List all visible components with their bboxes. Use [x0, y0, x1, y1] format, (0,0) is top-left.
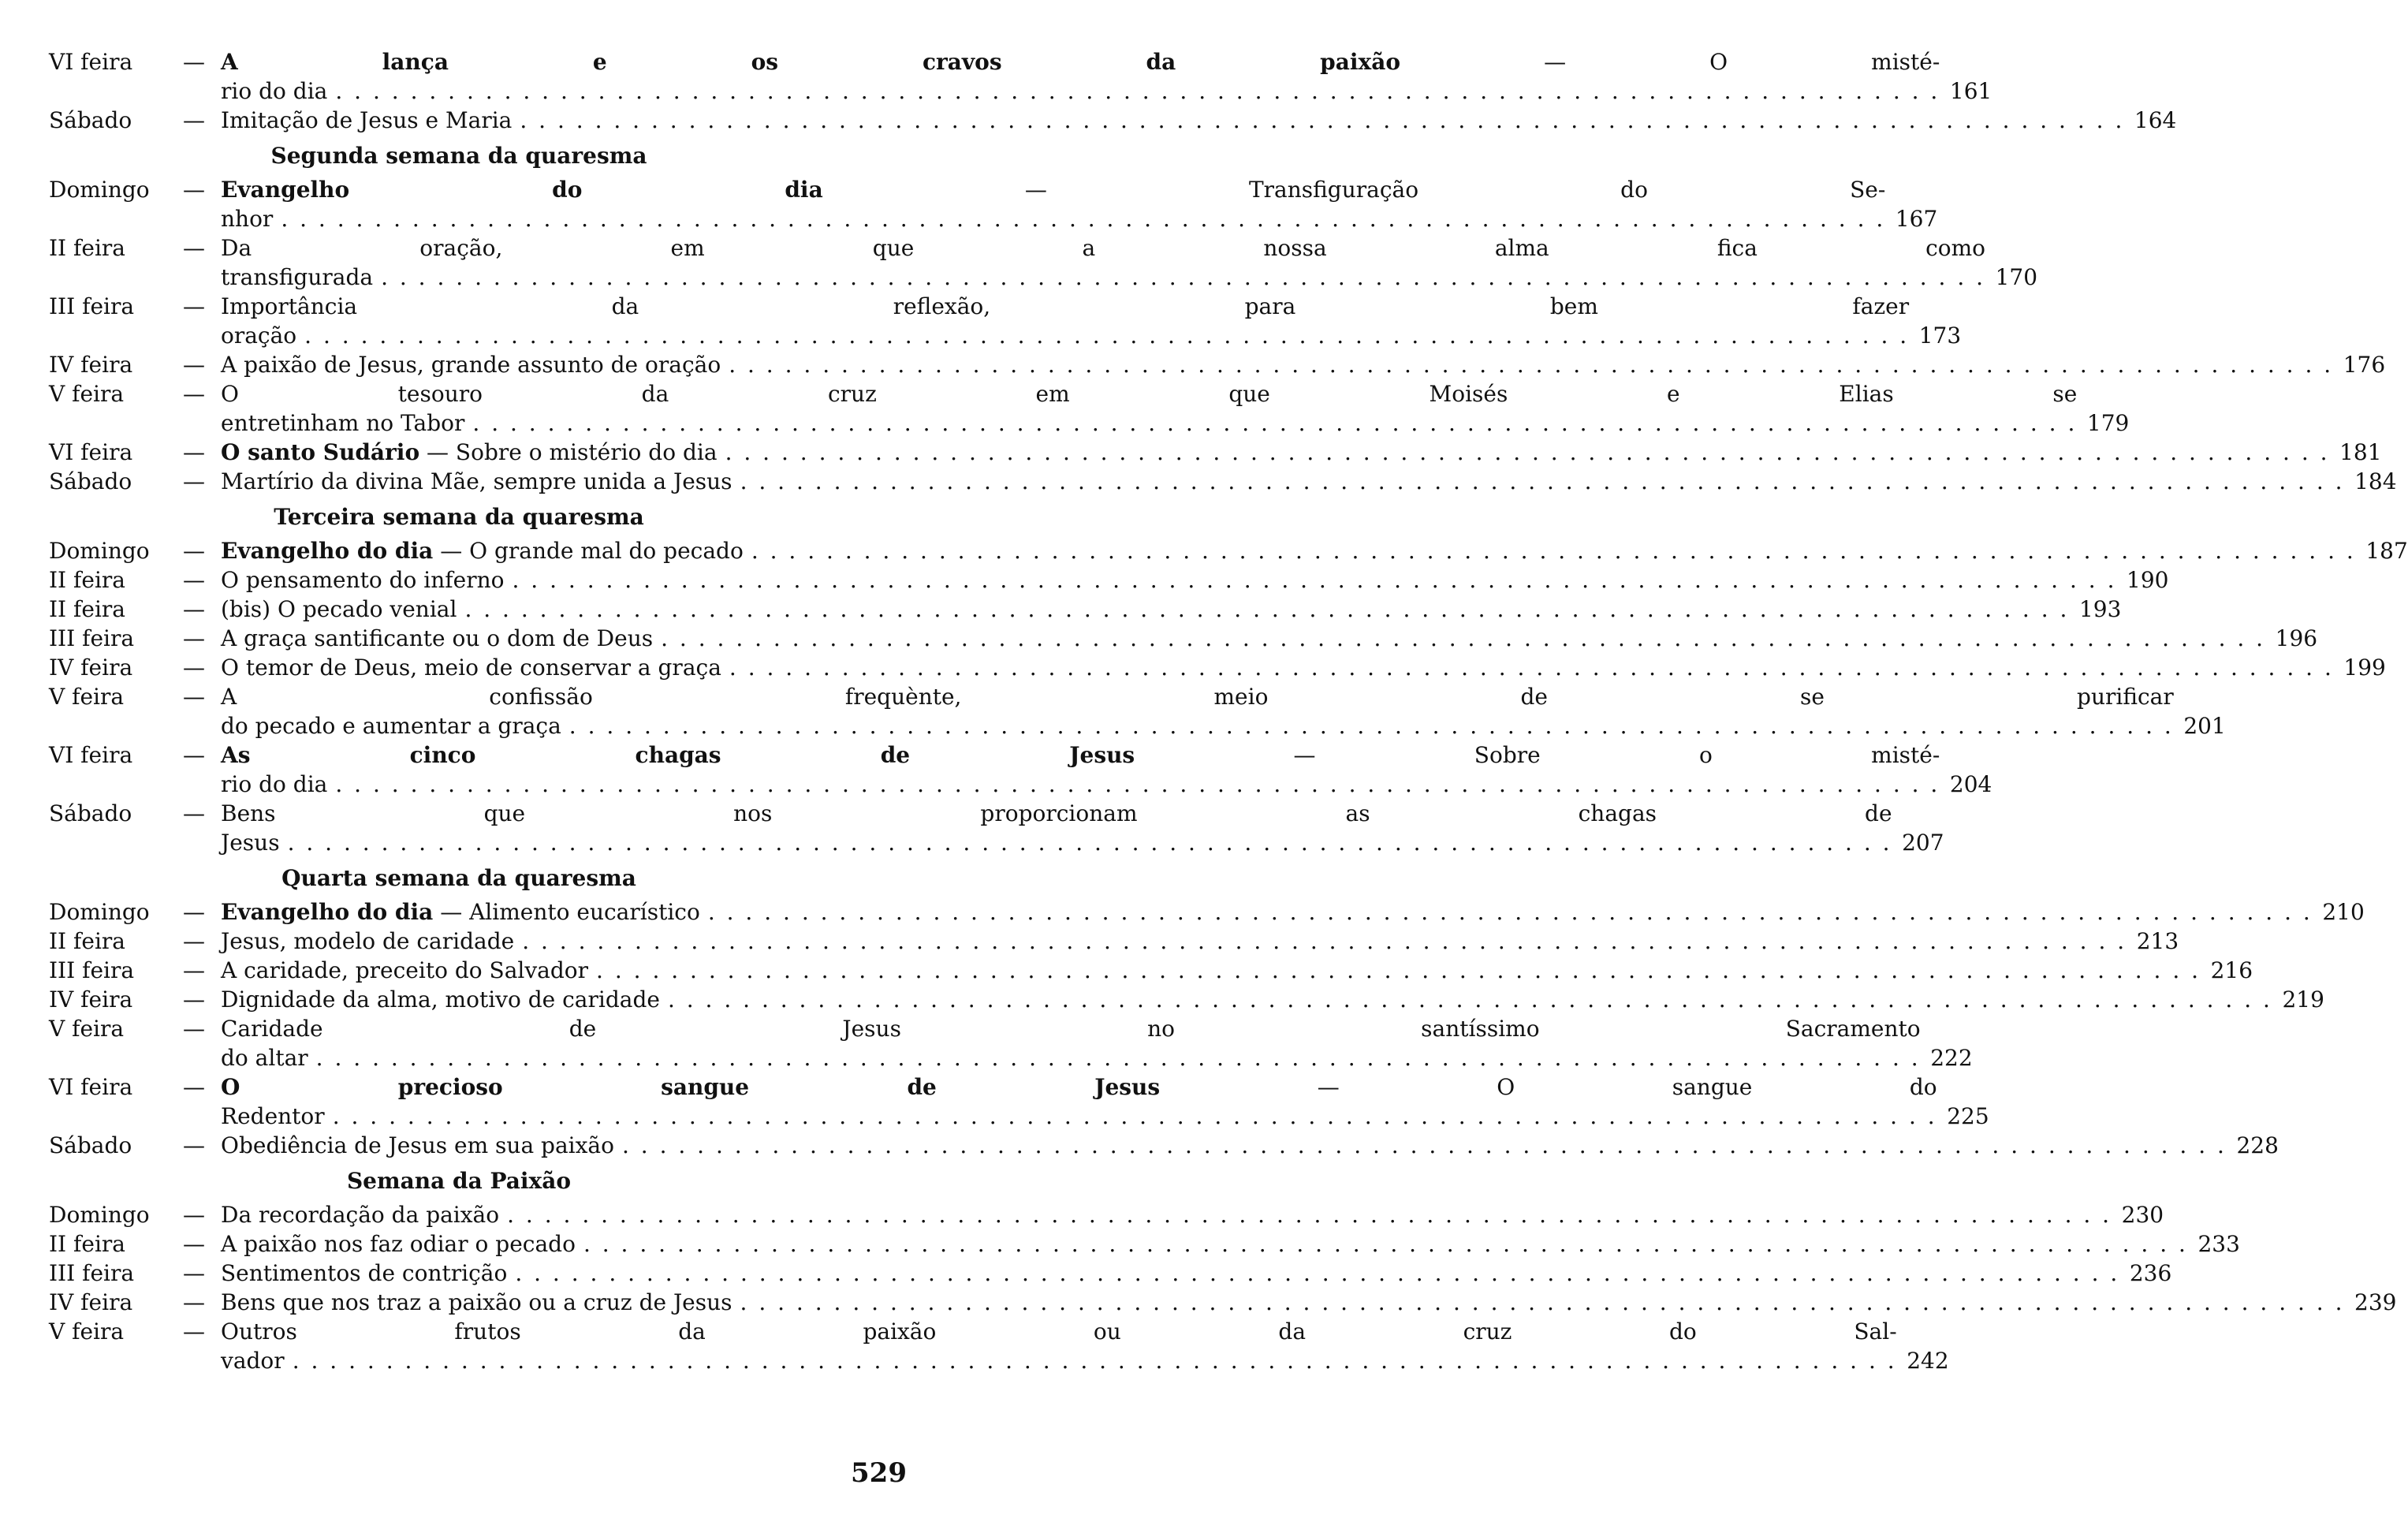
entry-day: Sábado: [49, 107, 132, 133]
dot-leader: [721, 350, 2333, 379]
entry-page-number: 170: [1995, 264, 2038, 290]
entry-dash: —: [183, 899, 205, 925]
entry-dash: —: [183, 800, 205, 826]
entry-day: V feira: [49, 1016, 125, 1042]
entry-day: Sábado: [49, 468, 132, 494]
entry-last-text-content: Imitação de Jesus e Maria: [221, 107, 513, 133]
toc-entry: [49, 350, 2386, 379]
entry-last-line: [221, 204, 1885, 233]
dot-leader: [721, 653, 2334, 682]
entry-last-text: [221, 1288, 732, 1317]
dot-leader: [700, 897, 2313, 927]
entry-dash: —: [183, 928, 205, 954]
dot-leader: [732, 1288, 2345, 1317]
entry-dash: —: [183, 987, 205, 1013]
entry-dash: —: [183, 107, 205, 133]
toc-entry: [49, 1014, 1973, 1072]
entry-line-text: — O sangue do: [1317, 1074, 1937, 1100]
entry-day: VI feira: [49, 1074, 133, 1100]
entry-title: [221, 292, 1909, 350]
entry-last-line: [221, 467, 2345, 496]
entry-last-line: [221, 1229, 2188, 1259]
entry-last-text-content: entretinham no Tabor: [221, 410, 465, 436]
entry-line-text: Outros frutos da paixão ou da cruz do Sal-: [221, 1318, 1897, 1345]
entry-last-text: [221, 1346, 285, 1375]
toc-entry: [49, 438, 2382, 467]
entry-dash: —: [183, 352, 205, 378]
entry-day: III feira: [49, 1260, 135, 1286]
entry-page-number: 161: [1949, 78, 1992, 104]
entry-last-line: [221, 263, 1985, 292]
toc-entry: [49, 106, 2177, 135]
toc-entry: [49, 682, 2226, 740]
entry-last-text: [221, 536, 744, 565]
dot-leader: [561, 711, 2174, 740]
dot-leader: [732, 467, 2345, 496]
entry-last-text-content: Martírio da divina Mãe, sempre unida a Jesus: [221, 468, 732, 494]
entry-title: [221, 682, 2174, 740]
entry-page-number: 173: [1918, 323, 1962, 349]
section-heading: Terceira semana da quaresma: [274, 504, 644, 530]
dot-leader: [744, 536, 2356, 565]
entry-last-text: [221, 956, 588, 985]
entry-last-text: [221, 653, 721, 682]
entry-last-text-content: Redentor: [221, 1103, 325, 1129]
toc-entry: [49, 1317, 1949, 1375]
entry-day: II feira: [49, 567, 125, 593]
toc-entry: [49, 1072, 1989, 1131]
dot-leader: [614, 1131, 2227, 1160]
entry-day: IV feira: [49, 352, 133, 378]
entry-day: III feira: [49, 293, 135, 319]
dot-leader: [653, 624, 2265, 653]
entry-day: VI feira: [49, 439, 133, 465]
entry-last-line: [221, 565, 2116, 595]
entry-last-line: [221, 438, 2330, 467]
entry-last-text-content: vador: [221, 1348, 285, 1374]
entry-bold-title: Evangelho do dia: [221, 899, 434, 925]
entry-title: [221, 1317, 1897, 1375]
entry-page-number: 204: [1949, 771, 1992, 797]
entry-page-number: 179: [2086, 410, 2130, 436]
entry-line: [221, 233, 1985, 263]
entry-day: IV feira: [49, 1289, 133, 1315]
dot-leader: [505, 565, 2117, 595]
table-of-contents: [49, 47, 2408, 1375]
dot-leader: [576, 1229, 2188, 1259]
section-heading: Semana da Paixão: [346, 1168, 572, 1194]
entry-last-text-content: A caridade, preceito do Salvador: [221, 957, 589, 983]
entry-dash: —: [183, 1074, 205, 1100]
entry-title: [221, 985, 2272, 1014]
entry-day: VI feira: [49, 49, 133, 75]
entry-title: [221, 799, 1892, 857]
entry-title: [221, 379, 2077, 438]
entry-day: II feira: [49, 1231, 125, 1257]
entry-title: [221, 565, 2116, 595]
entry-last-line: [221, 595, 2069, 624]
entry-last-line: [221, 1288, 2345, 1317]
entry-bold-title: As cinco chagas de Jesus: [221, 742, 1135, 768]
dot-leader: [296, 321, 1909, 350]
entry-line: [221, 1317, 1897, 1346]
toc-entry: [49, 292, 1962, 350]
entry-last-text: [221, 1043, 308, 1072]
entry-page-number: 190: [2127, 567, 2169, 593]
entry-page-number: 222: [1930, 1045, 1973, 1071]
toc-entry: [49, 1288, 2397, 1317]
toc-entry: [49, 1229, 2240, 1259]
entry-line: [221, 379, 2077, 408]
entry-dash: —: [183, 468, 205, 494]
dot-leader: [512, 106, 2124, 135]
entry-line: [221, 1014, 1921, 1043]
entry-last-text: [221, 770, 327, 799]
entry-page-number: 233: [2197, 1231, 2240, 1257]
entry-page-number: 167: [1895, 206, 1938, 232]
entry-last-text-content: Dignidade da alma, motivo de caridade: [221, 987, 660, 1013]
entry-dash: —: [183, 742, 205, 768]
entry-bold-title: A lança e os cravos da paixão: [221, 49, 1401, 75]
section-heading: Segunda semana da quaresma: [270, 143, 647, 169]
entry-page-number: 236: [2129, 1260, 2172, 1286]
entry-title: [221, 1288, 2345, 1317]
entry-line-text: — Sobre o misté-: [1293, 742, 1940, 768]
entry-last-text-content: — Alimento eucarístico: [440, 899, 700, 925]
entry-last-text-content: O pensamento do inferno: [221, 567, 505, 593]
entry-line-text: O tesouro da cruz em que Moisés e Elias se: [221, 381, 2078, 407]
entry-page-number: 207: [1902, 830, 1944, 856]
entry-title: [221, 467, 2345, 496]
entry-dash: —: [183, 293, 205, 319]
entry-title: [221, 350, 2333, 379]
entry-last-text-content: Jesus: [221, 830, 280, 856]
toc-entry: [49, 565, 2169, 595]
entry-line-text: — Transfiguração do Se-: [1024, 177, 1886, 203]
dot-leader: [327, 76, 1940, 106]
entry-last-text-content: transfigurada: [221, 264, 374, 290]
entry-line: [221, 175, 1885, 204]
entry-day: Domingo: [49, 899, 150, 925]
dot-leader: [457, 595, 2069, 624]
entry-last-text-content: Bens que nos traz a paixão ou a cruz de Jesus: [221, 1289, 732, 1315]
entry-last-line: [221, 1102, 1937, 1131]
entry-last-text-content: oração: [221, 323, 297, 349]
entry-dash: —: [183, 1016, 205, 1042]
entry-day: Sábado: [49, 800, 132, 826]
entry-line-text: Bens que nos proporcionam as chagas de: [221, 800, 1892, 826]
dot-leader: [514, 927, 2127, 956]
entry-last-text: [221, 1131, 614, 1160]
toc-entry: [49, 985, 2324, 1014]
entry-last-text: [221, 595, 457, 624]
entry-day: Domingo: [49, 177, 150, 203]
entry-line: [221, 292, 1909, 321]
entry-last-line: [221, 536, 2356, 565]
entry-page-number: 193: [2078, 596, 2122, 622]
entry-bold-title: Evangelho do dia: [221, 538, 434, 564]
dot-leader: [373, 263, 1985, 292]
entry-day: Domingo: [49, 538, 150, 564]
entry-last-line: [221, 106, 2124, 135]
entry-title: [221, 1131, 2227, 1160]
entry-last-text: [221, 711, 561, 740]
entry-title: [221, 624, 2265, 653]
entry-page-number: 225: [1947, 1103, 1989, 1129]
entry-dash: —: [183, 625, 205, 651]
dot-leader: [499, 1200, 2112, 1229]
entry-page-number: 176: [2343, 352, 2386, 378]
entry-page-number: 228: [2236, 1132, 2279, 1158]
entry-title: [221, 927, 2127, 956]
section-heading: Quarta semana da quaresma: [281, 865, 636, 891]
entry-last-text-content: A paixão de Jesus, grande assunto de oração: [221, 352, 721, 378]
entry-dash: —: [183, 49, 205, 75]
entry-last-text: [221, 828, 280, 857]
entry-title: [221, 653, 2334, 682]
entry-last-text-content: rio do dia: [221, 771, 328, 797]
entry-dash: —: [183, 596, 205, 622]
entry-last-text-content: Jesus, modelo de caridade: [221, 928, 515, 954]
entry-last-line: [221, 350, 2333, 379]
entry-page-number: 196: [2275, 625, 2318, 651]
entry-last-text-content: — O grande mal do pecado: [440, 538, 744, 564]
entry-line-text: Da oração, em que a nossa alma fica como: [221, 235, 1986, 261]
entry-title: [221, 1014, 1921, 1072]
entry-dash: —: [183, 177, 205, 203]
entry-last-text: [221, 76, 327, 106]
entry-last-line: [221, 897, 2313, 927]
entry-last-text: [221, 408, 464, 438]
entry-dash: —: [183, 567, 205, 593]
entry-line: [221, 1072, 1937, 1102]
entry-title: [221, 956, 2201, 985]
entry-dash: —: [183, 1202, 205, 1228]
entry-last-line: [221, 624, 2265, 653]
entry-last-text: [221, 565, 505, 595]
entry-last-text-content: Da recordação da paixão: [221, 1202, 500, 1228]
entry-dash: —: [183, 957, 205, 983]
entry-line: [221, 682, 2174, 711]
entry-line: [221, 799, 1892, 828]
entry-last-text: [221, 927, 514, 956]
entry-last-text: [221, 985, 660, 1014]
dot-leader: [273, 204, 1885, 233]
entry-line: [221, 47, 1940, 76]
entry-last-line: [221, 770, 1940, 799]
dot-leader: [325, 1102, 1937, 1131]
entry-last-text: [221, 438, 718, 467]
dot-leader: [718, 438, 2330, 467]
entry-day: II feira: [49, 928, 125, 954]
entry-day: Domingo: [49, 1202, 150, 1228]
entry-page-number: 199: [2343, 655, 2386, 681]
entry-dash: —: [183, 1132, 205, 1158]
entry-title: [221, 740, 1940, 799]
dot-leader: [280, 828, 1892, 857]
entry-page-number: 184: [2354, 468, 2397, 494]
toc-entry: [49, 653, 2386, 682]
entry-last-text-content: do altar: [221, 1045, 308, 1071]
entry-last-text-content: Sentimentos de contrição: [221, 1260, 508, 1286]
toc-entry: [49, 595, 2122, 624]
entry-dash: —: [183, 235, 205, 261]
entry-dash: —: [183, 684, 205, 710]
entry-page-number: 187: [2365, 538, 2408, 564]
entry-last-line: [221, 653, 2334, 682]
entry-last-line: [221, 76, 1940, 106]
entry-title: [221, 1200, 2112, 1229]
entry-last-line: [221, 1131, 2227, 1160]
entry-day: V feira: [49, 1318, 125, 1345]
entry-title: [221, 897, 2313, 927]
entry-last-line: [221, 828, 1892, 857]
entry-dash: —: [183, 381, 205, 407]
entry-page-number: 219: [2282, 987, 2324, 1013]
entry-line-text: Importância da reflexão, para bem fazer: [221, 293, 1910, 319]
entry-last-text: [221, 897, 700, 927]
entry-title: [221, 1259, 2119, 1288]
toc-entry: [49, 1200, 2164, 1229]
entry-page-number: 181: [2339, 439, 2382, 465]
dot-leader: [327, 770, 1940, 799]
entry-last-text: [221, 1102, 325, 1131]
entry-dash: —: [183, 655, 205, 681]
entry-page-number: 201: [2183, 713, 2226, 739]
entry-day: III feira: [49, 957, 135, 983]
entry-last-line: [221, 956, 2201, 985]
entry-bold-title: Evangelho do dia: [221, 177, 823, 203]
entry-last-text: [221, 1229, 576, 1259]
entry-dash: —: [183, 1231, 205, 1257]
entry-day: VI feira: [49, 742, 133, 768]
entry-last-line: [221, 927, 2127, 956]
entry-dash: —: [183, 439, 205, 465]
entry-last-text: [221, 321, 296, 350]
toc-entry: [49, 624, 2318, 653]
entry-day: IV feira: [49, 655, 133, 681]
entry-title: [221, 106, 2124, 135]
entry-last-text-content: — Sobre o mistério do dia: [427, 439, 718, 465]
page-number: 529: [851, 1457, 907, 1489]
entry-last-text: [221, 263, 373, 292]
entry-dash: —: [183, 1260, 205, 1286]
entry-title: [221, 175, 1885, 233]
entry-last-text-content: Obediência de Jesus em sua paixão: [221, 1132, 614, 1158]
entry-last-text: [221, 1200, 499, 1229]
entry-day: III feira: [49, 625, 135, 651]
dot-leader: [507, 1259, 2119, 1288]
entry-last-line: [221, 1043, 1921, 1072]
entry-page-number: 230: [2121, 1202, 2164, 1228]
entry-last-text: [221, 1259, 507, 1288]
dot-leader: [660, 985, 2272, 1014]
entry-bold-title: O santo Sudário: [221, 439, 420, 465]
entry-title: [221, 536, 2356, 565]
toc-entry: [49, 1259, 2172, 1288]
entry-last-line: [221, 1259, 2119, 1288]
entry-day: V feira: [49, 381, 125, 407]
entry-title: [221, 233, 1985, 292]
toc-entry: [49, 799, 1944, 857]
toc-entry: [49, 233, 2038, 292]
entry-last-line: [221, 711, 2174, 740]
entry-line: [221, 740, 1940, 770]
entry-title: [221, 1072, 1937, 1131]
entry-day: V feira: [49, 684, 125, 710]
entry-day: II feira: [49, 596, 125, 622]
toc-entry: [49, 1131, 2279, 1160]
entry-page-number: 242: [1907, 1348, 1949, 1374]
entry-last-text-content: A graça santificante ou o dom de Deus: [221, 625, 654, 651]
toc-entry: [49, 47, 1992, 106]
dot-leader: [285, 1346, 1897, 1375]
toc-entry: [49, 536, 2408, 565]
entry-day: Sábado: [49, 1132, 132, 1158]
entry-title: [221, 595, 2069, 624]
toc-entry: [49, 379, 2130, 438]
entry-last-text-content: rio do dia: [221, 78, 328, 104]
entry-page-number: 239: [2354, 1289, 2397, 1315]
entry-page-number: 164: [2134, 107, 2177, 133]
entry-last-text-content: nhor: [221, 206, 274, 232]
toc-entry: [49, 175, 1938, 233]
entry-last-text-content: A paixão nos faz odiar o pecado: [221, 1231, 576, 1257]
entry-last-text: [221, 350, 721, 379]
entry-day: IV feira: [49, 987, 133, 1013]
entry-last-text: [221, 467, 732, 496]
entry-last-text: [221, 204, 273, 233]
entry-page-number: 216: [2210, 957, 2253, 983]
dot-leader: [308, 1043, 1921, 1072]
toc-entry: [49, 467, 2397, 496]
entry-last-line: [221, 1200, 2112, 1229]
entry-last-text-content: O temor de Deus, meio de conservar a graça: [221, 655, 721, 681]
entry-page-number: 210: [2322, 899, 2365, 925]
entry-last-line: [221, 321, 1909, 350]
entry-page-number: 213: [2136, 928, 2179, 954]
entry-dash: —: [183, 1289, 205, 1315]
entry-last-text-content: do pecado e aumentar a graça: [221, 713, 561, 739]
entry-title: [221, 1229, 2188, 1259]
entry-last-line: [221, 408, 2077, 438]
toc-entry: [49, 897, 2365, 927]
dot-leader: [588, 956, 2201, 985]
entry-line-text: A confissão frequènte, meio de se purificar: [221, 684, 2174, 710]
toc-entry: [49, 740, 1992, 799]
entry-last-text-content: (bis) O pecado venial: [221, 596, 457, 622]
entry-title: [221, 47, 1940, 106]
entry-last-line: [221, 985, 2272, 1014]
entry-dash: —: [183, 1318, 205, 1345]
entry-title: [221, 438, 2330, 467]
entry-last-text: [221, 624, 653, 653]
dot-leader: [464, 408, 2077, 438]
entry-dash: —: [183, 538, 205, 564]
entry-last-line: [221, 1346, 1897, 1375]
entry-day: II feira: [49, 235, 125, 261]
entry-bold-title: O precioso sangue de Jesus: [221, 1074, 1161, 1100]
toc-entry: [49, 956, 2253, 985]
toc-entry: [49, 927, 2179, 956]
entry-line-text: Caridade de Jesus no santíssimo Sacramento: [221, 1016, 1921, 1042]
entry-last-text: [221, 106, 512, 135]
entry-line-text: — O misté-: [1544, 49, 1940, 75]
